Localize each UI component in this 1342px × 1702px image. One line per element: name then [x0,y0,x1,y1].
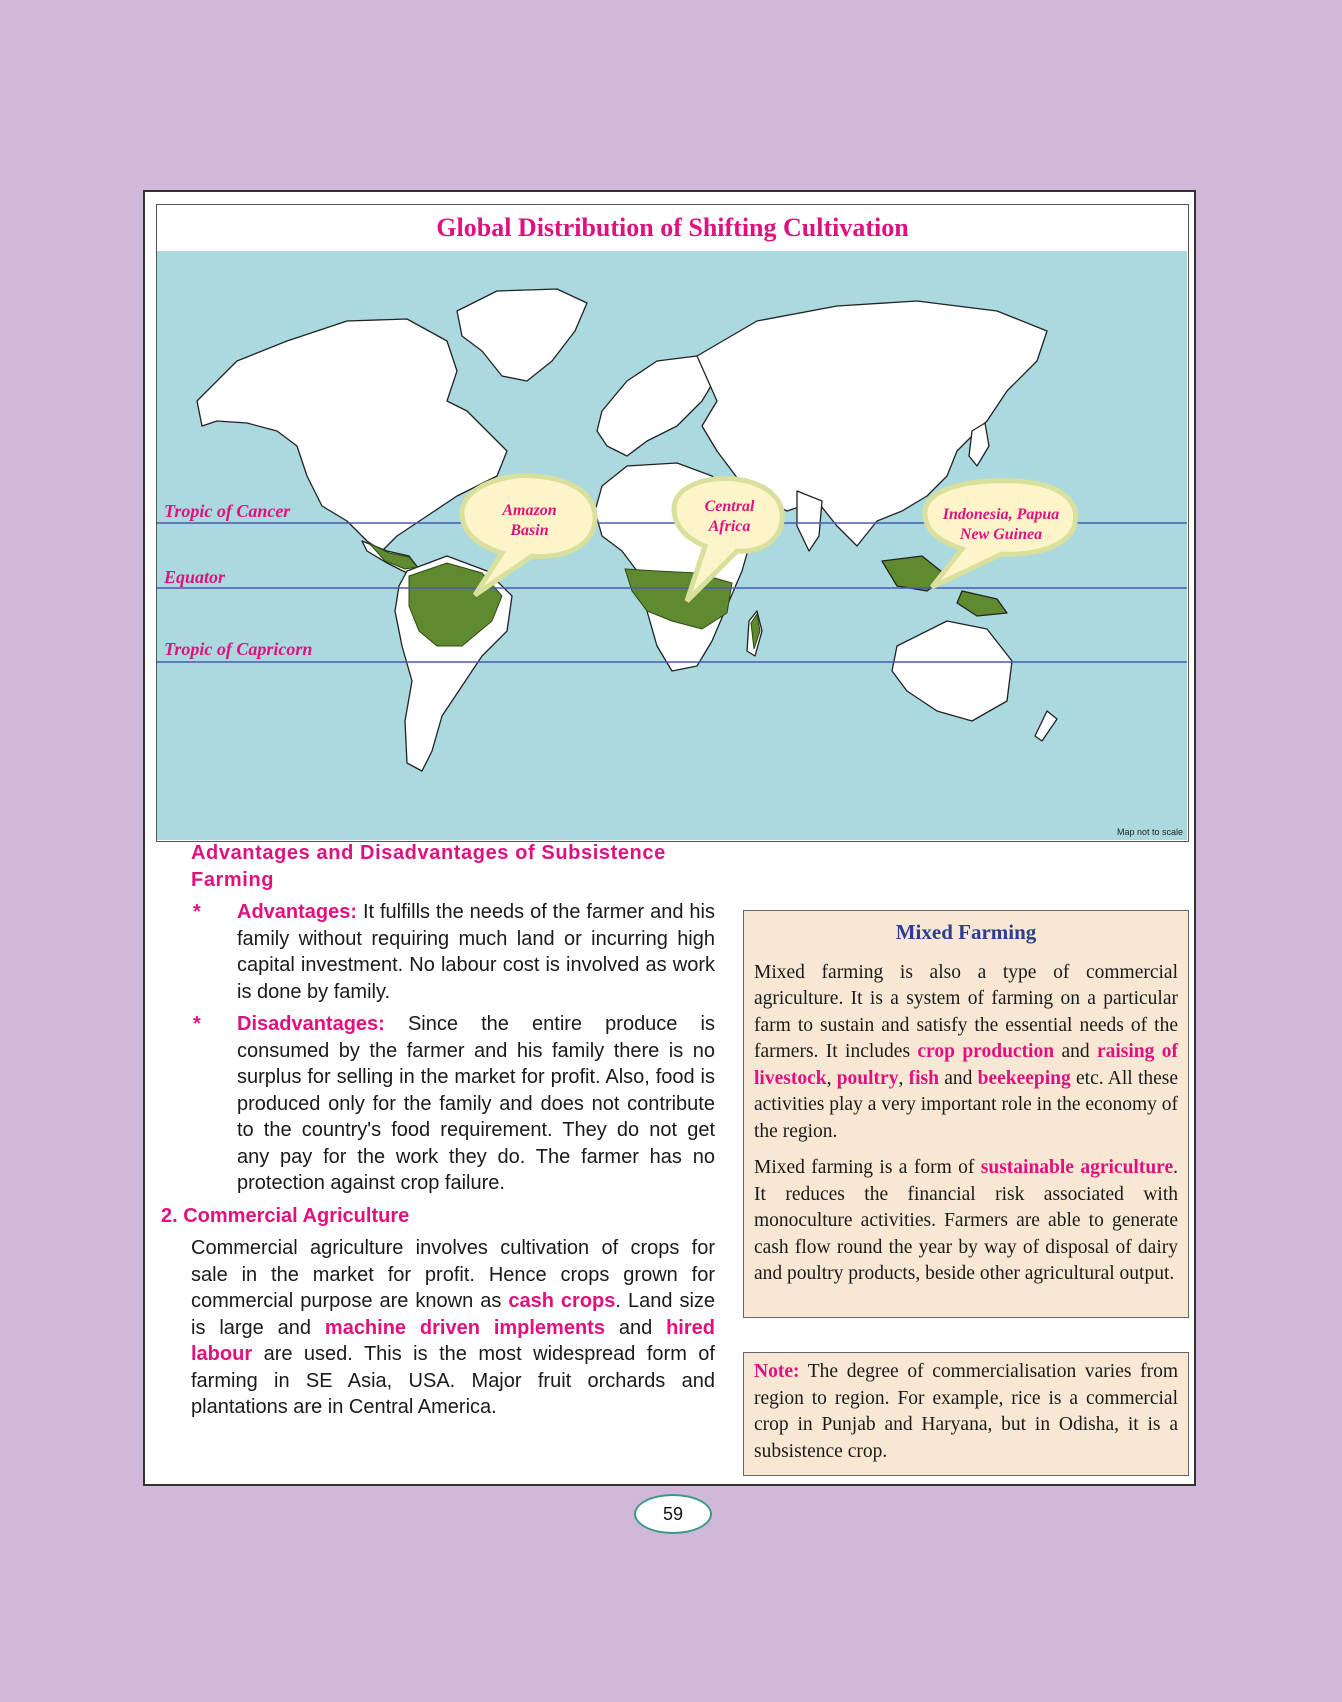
crop-production-term: crop production [917,1041,1055,1062]
amazon-callout-line1: Amazon [502,502,557,519]
mixed-and-2: and [938,1067,978,1089]
world-map [157,251,1187,840]
commercial-text-3: are used. This is the most widespread form of farming in SE Asia, USA. Major fruit orchards and plantations are in Central America. [191,1343,715,1418]
commercial-text-dot: . [615,1290,621,1312]
amazon-callout-text [477,501,582,541]
mixed-farming-paragraph-2 [754,1155,1178,1288]
note-text: The degree of commercialisation varies from region to region. For example, rice is a commercial crop in Punjab and Haryana, but in Odisha, it is a subsistence crop. [754,1361,1178,1462]
new-zealand [1035,711,1057,741]
hired-labour-term: hired labour [191,1316,715,1365]
map-title: Global Distribution of Shifting Cultivation [436,213,909,242]
page-number: 59 [634,1494,712,1534]
mixed-farming-box [743,910,1189,1318]
greenland [457,289,587,381]
mixed-text-1a: Mixed farming is also a type of commercial agriculture. It is a system of farming on a particular farm to sustain and satisfy the essential needs of the farmers. It includes [754,961,1178,1062]
bullet-star: * [193,1013,201,1035]
africa-callout-text [682,497,777,537]
mixed-text-2a: Mixed farming is a form of [754,1157,981,1178]
papua-new-guinea [957,591,1007,616]
livestock-term: raising of livestock [754,1041,1178,1089]
africa-callout-line1: Central [704,498,755,515]
australia [892,621,1012,721]
bullet-star: * [193,901,201,923]
fish-term: fish [908,1067,939,1089]
mixed-comma-2: , [898,1067,909,1089]
commercial-text-1: Commercial agriculture involves cultivation of crops for sale in the market for profit. Hence crops grown for commercial purpose are known as [191,1237,715,1312]
advantages-text: It fulfills the needs of the farmer and his family without requiring much land or incurring high capital investment. No labour cost is involved as work is done by family. [237,901,715,1003]
indonesia-callout-line1: Indonesia, Papua [942,506,1060,523]
map-figure [156,204,1189,842]
commercial-agriculture-paragraph [191,1235,715,1421]
mixed-text-2b: . It reduces the financial risk associated with monoculture activities. Farmers are able to generate cash flow round the year by way of disposal of dairy and poultry products, beside other agricultural output. [754,1157,1179,1284]
shifting-central-africa [625,569,732,629]
europe [597,356,717,456]
map-scale-note: Map not to scale [1116,827,1183,837]
mixed-farming-paragraph-1 [754,960,1178,1146]
amazon-callout-line2: Basin [510,522,549,539]
india [797,491,822,551]
mixed-and-1: and [1054,1041,1097,1062]
tropic-of-capricorn-label: Tropic of Capricorn [164,639,313,659]
commercial-text-and: and [604,1316,667,1339]
cash-crops-term: cash crops [508,1290,616,1312]
africa-callout-line2: Africa [708,518,751,535]
equator-label: Equator [164,567,226,587]
commercial-agriculture-heading: 2. Commercial Agriculture [161,1204,410,1227]
mixed-comma-1: , [826,1067,837,1089]
mixed-text-1b: etc. All these activities play a very important role in the economy of the region. [754,1067,1179,1142]
poultry-term: poultry [836,1067,899,1089]
indonesia-callout-text [927,505,1075,545]
commercial-text-2: Land size is large and [191,1290,716,1339]
note-box [743,1352,1189,1476]
tropic-of-cancer-label: Tropic of Cancer [164,501,291,521]
mixed-farming-title: Mixed Farming [895,920,1037,944]
beekeeping-term: beekeeping [977,1067,1071,1089]
left-column [161,840,716,1421]
machine-implements-term: machine driven implements [324,1316,605,1339]
disadvantages-bullet [191,1011,715,1197]
advantages-heading: Advantages and Disadvantages of Subsistence Farming [191,842,666,891]
world-map-svg [157,251,1187,840]
indonesia-callout-line2: New Guinea [959,526,1043,543]
note-label: Note: [754,1361,800,1382]
page-frame [143,190,1196,1486]
advantages-bullet [191,899,715,1005]
disadvantages-label: Disadvantages: [237,1013,385,1035]
advantages-label: Advantages: [237,901,358,923]
sustainable-agriculture-term: sustainable agriculture [980,1157,1174,1178]
disadvantages-text: Since the entire produce is consumed by the farmer and his family there is no surplus for selling in the market for profit. Also, food is produced only for the family and does not contribute to the country's food requirement. They do not get any pay for the work they do. The farmer has no protection against crop failure. [237,1013,715,1194]
